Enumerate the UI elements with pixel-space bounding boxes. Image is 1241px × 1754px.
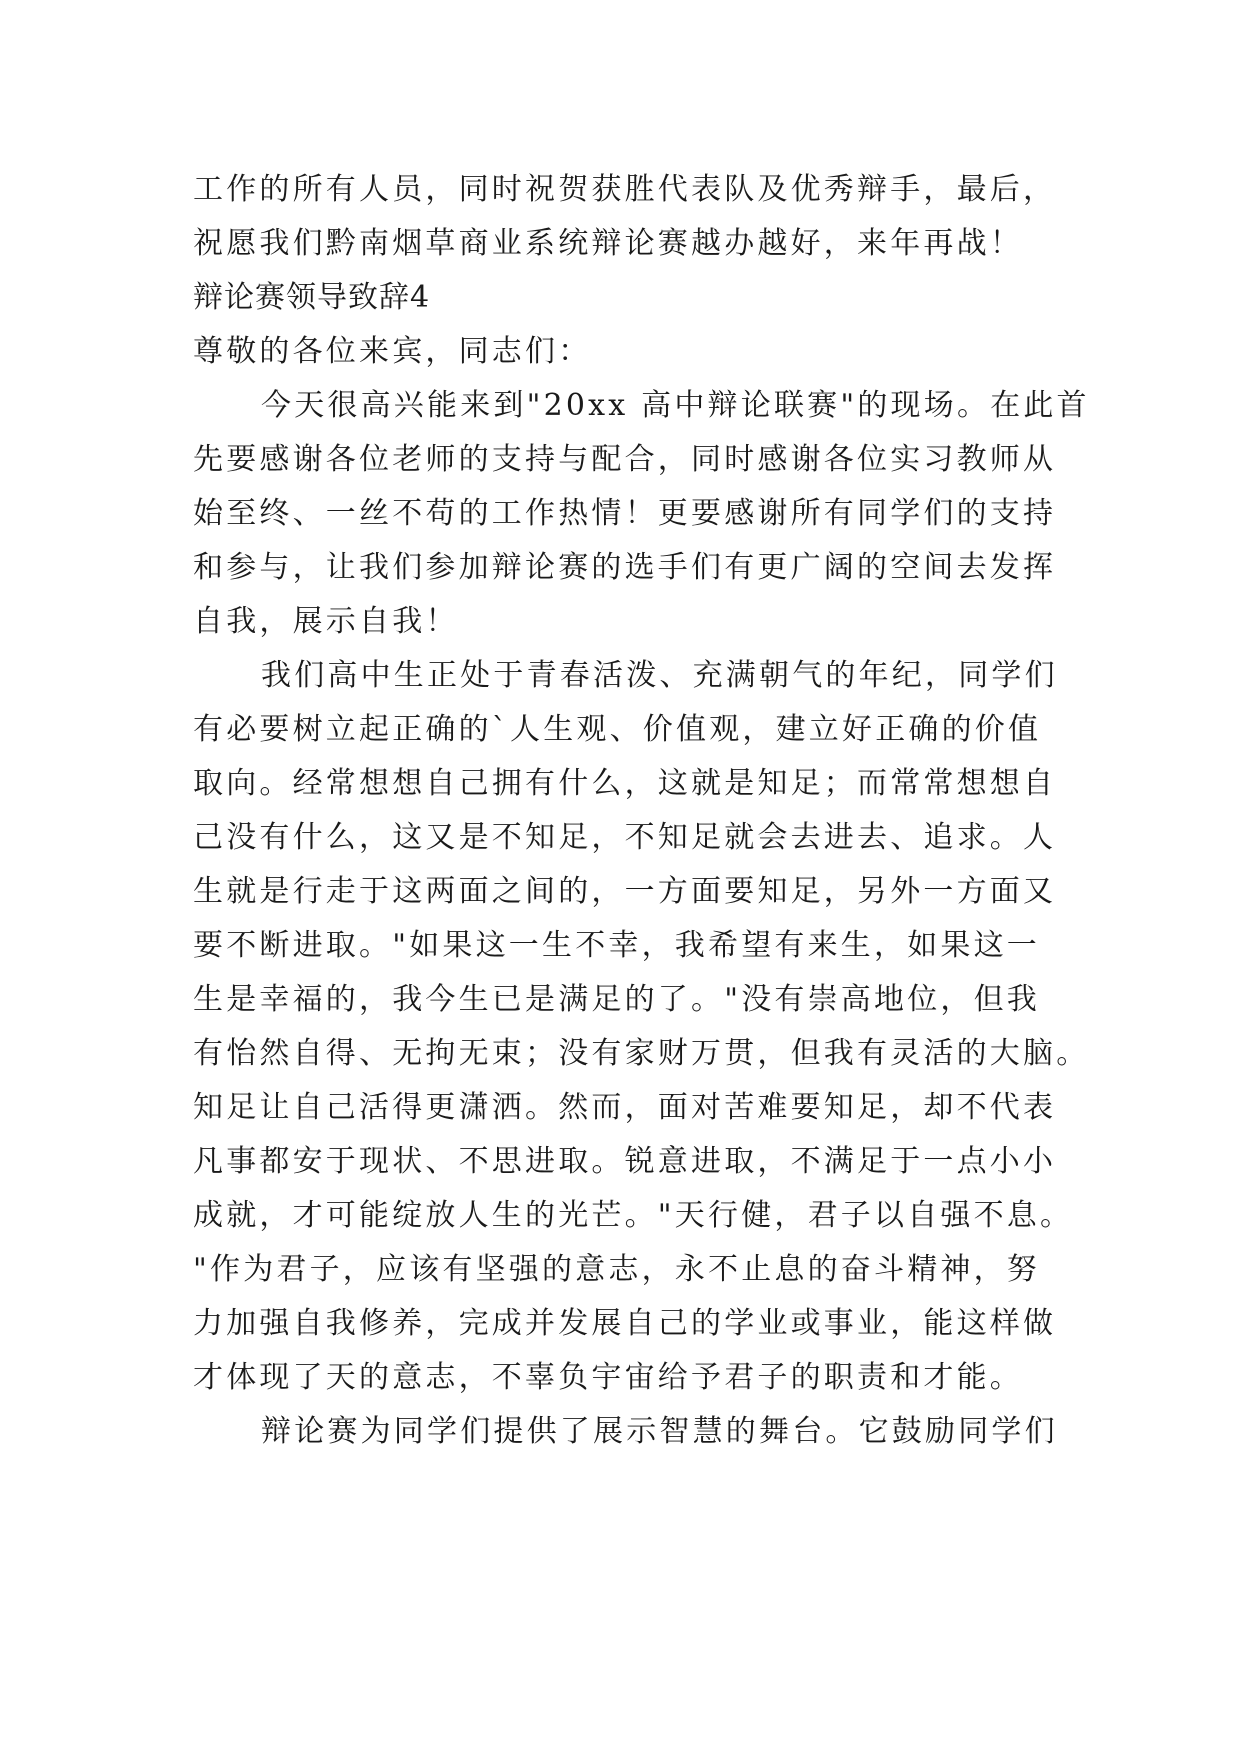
- text-line: 始至终、一丝不苟的工作热情！更要感谢所有同学们的支持: [193, 496, 1057, 531]
- text-line: 要不断进取。"如果这一生不幸，我希望有来生，如果这一: [193, 928, 1040, 963]
- document-body: [193, 163, 1090, 1459]
- text-line: 工作的所有人员，同时祝贺获胜代表队及优秀辩手，最后，: [193, 172, 1057, 207]
- text-line: 祝愿我们黔南烟草商业系统辩论赛越办越好，来年再战！: [193, 226, 1023, 261]
- text-line: 有必要树立起正确的`人生观、价值观，建立好正确的价值: [193, 712, 1042, 747]
- text-line: 凡事都安于现状、不思进取。锐意进取，不满足于一点小小: [193, 1144, 1057, 1179]
- text-line: 取向。经常想想自己拥有什么，这就是知足；而常常想想自: [193, 766, 1057, 801]
- salutation: 尊敬的各位来宾，同志们：: [193, 334, 592, 369]
- paragraph-start: 今天很高兴能来到"20xx 高中辩论联赛"的现场。在此首: [261, 388, 1090, 423]
- text-line: 生是幸福的，我今生已是满足的了。"没有崇高地位，但我: [193, 982, 1040, 1017]
- text-line: 有怡然自得、无拘无束；没有家财万贯，但我有灵活的大脑。: [193, 1036, 1090, 1071]
- text-line: 生就是行走于这两面之间的，一方面要知足，另外一方面又: [193, 874, 1057, 909]
- text-line: 先要感谢各位老师的支持与配合，同时感谢各位实习教师从: [193, 442, 1057, 477]
- text-line: 己没有什么，这又是不知足，不知足就会去进去、追求。人: [193, 820, 1057, 855]
- text-line: 自我，展示自我！: [193, 604, 459, 639]
- text-line: "作为君子，应该有坚强的意志，永不止息的奋斗精神，努: [193, 1252, 1040, 1287]
- text-line: 和参与，让我们参加辩论赛的选手们有更广阔的空间去发挥: [193, 550, 1057, 585]
- paragraph-start: 辩论赛为同学们提供了展示智慧的舞台。它鼓励同学们: [261, 1414, 1058, 1449]
- paragraph-start: 我们高中生正处于青春活泼、充满朝气的年纪，同学们: [261, 658, 1058, 693]
- text-line: 力加强自我修养，完成并发展自己的学业或事业，能这样做: [193, 1306, 1057, 1341]
- section-heading: 辩论赛领导致辞4: [193, 280, 431, 315]
- text-line: 才体现了天的意志，不辜负宇宙给予君子的职责和才能。: [193, 1360, 1023, 1395]
- text-line: 成就，才可能绽放人生的光芒。"天行健，君子以自强不息。: [193, 1198, 1074, 1233]
- text-line: 知足让自己活得更潇洒。然而，面对苦难要知足，却不代表: [193, 1090, 1057, 1125]
